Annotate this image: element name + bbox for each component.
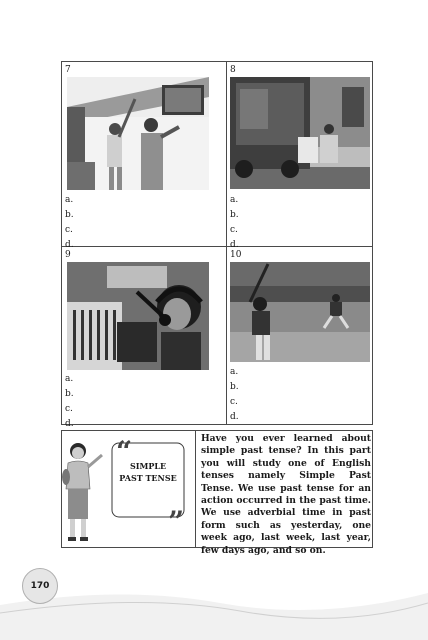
painting-house-photo	[67, 77, 209, 190]
callout-divider	[195, 431, 196, 547]
option-c: c.	[230, 397, 238, 407]
callout-title-line2: PAST TENSE	[119, 473, 177, 483]
option-a: a.	[65, 195, 74, 205]
svg-text:”: ”	[168, 505, 185, 538]
option-d: d.	[230, 240, 239, 250]
option-a: a.	[230, 195, 239, 205]
exercise-item-8	[227, 62, 373, 250]
option-b: b.	[230, 210, 239, 220]
answer-options	[230, 193, 239, 253]
answer-options	[65, 193, 74, 253]
item-number: 10	[230, 250, 242, 260]
exercise-item-10	[227, 247, 373, 424]
callout-paragraph: Have you ever learned about simple past tense? In this part you will study one of English tenses namely Simple Past Tense. We use past tense for an action occurred in the past time. We use adverbial time in past form such as yesterday, one week ago, last week, last year, few days ago, and so on.	[201, 433, 371, 556]
svg-text:“: “	[116, 435, 133, 468]
callout-title-line1: SIMPLE	[129, 461, 167, 471]
option-c: c.	[230, 225, 238, 235]
footer-wave-decoration	[0, 585, 428, 640]
garbage-truck-photo	[230, 77, 370, 189]
option-c: c.	[65, 404, 73, 414]
answer-options	[230, 365, 239, 425]
option-a: a.	[65, 374, 74, 384]
option-d: d.	[65, 419, 74, 429]
option-d: d.	[230, 412, 239, 422]
exercise-item-9	[62, 247, 226, 429]
teacher-illustration	[62, 431, 194, 547]
item-number: 9	[65, 250, 71, 260]
option-a: a.	[230, 367, 239, 377]
page-number: 170	[22, 568, 58, 604]
option-b: b.	[65, 389, 74, 399]
simple-past-tense-callout	[61, 430, 373, 556]
item-number: 8	[230, 65, 236, 75]
item-number: 7	[65, 65, 71, 75]
baseball-photo	[230, 262, 370, 362]
option-c: c.	[65, 225, 73, 235]
option-b: b.	[230, 382, 239, 392]
exercise-grid	[61, 61, 373, 429]
exercise-item-7	[62, 62, 226, 250]
option-d: d.	[65, 240, 74, 250]
answer-options	[65, 372, 74, 432]
option-b: b.	[65, 210, 74, 220]
radio-studio-photo	[67, 262, 209, 370]
